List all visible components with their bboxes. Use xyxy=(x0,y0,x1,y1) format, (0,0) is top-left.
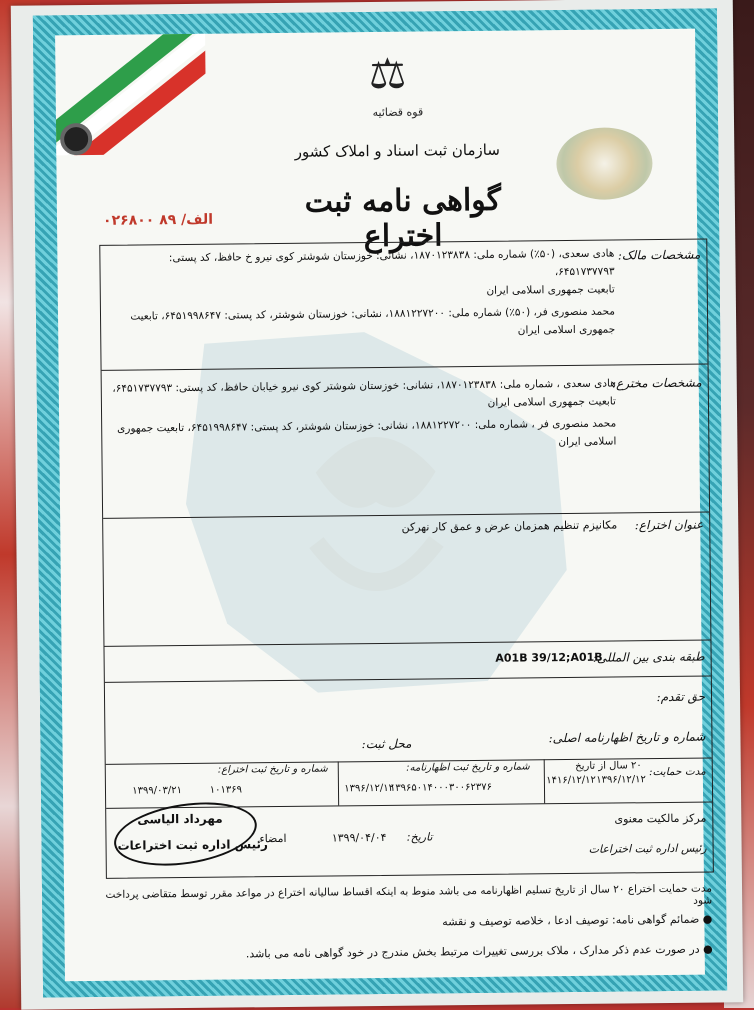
invention-title-row xyxy=(103,512,710,647)
owners-label: مشخصات مالک: xyxy=(617,247,701,263)
owners-details xyxy=(106,245,615,344)
owners-row xyxy=(100,240,707,371)
protection-note: مدت حمایت اختراع ۲۰ سال از تاریخ تسلیم اظهارنامه می باشد منوط به اینکه اقساط سالیانه اختراع در مواعد مقرر توسط متقاضی پرداخت شود xyxy=(105,882,713,907)
priority-row xyxy=(105,676,712,765)
declaration-date: ۱۳۹۶/۱۲/۱۲ xyxy=(344,782,395,795)
protection-value: ۲۰ سال از تاریخ xyxy=(575,760,642,772)
inventors-line-3: محمد منصوری فر ، شماره ملی: ۱۸۸۱۲۲۷۲۰۰، نشانی: خوزستان شوشتر، کد پستی: ۶۴۵۱۹۹۸۶۴۷، تابعیت جمهوری xyxy=(117,417,617,435)
documents-text: در صورت عدم ذکر مدارک ، ملاک بررسی تغییرات مرتبط بخش مندرج در خود گواهی نامه می باشد. xyxy=(245,942,700,961)
judiciary-title: قوه قضائیه xyxy=(372,105,424,120)
registration-place-label: محل ثبت: xyxy=(361,736,412,752)
signature-date-label: تاریخ: xyxy=(406,830,433,844)
classification-label: طبقه بندی بین المللی: xyxy=(592,649,705,665)
registration-number: ۱۰۱۳۶۹ xyxy=(209,784,243,796)
attachments-text: ضمائم گواهی نامه: توصیف ادعا ، خلاصه توصیف و نقشه xyxy=(442,912,700,929)
serial-number: الف/ ۸۹ ۰۲۶۸۰۰ xyxy=(102,211,214,229)
declaration-number: ۱۳۹۶۵۰۱۴۰۰۰۳۰۰۶۲۳۷۶ xyxy=(389,781,493,794)
priority-label: حق تقدم: xyxy=(656,689,706,705)
owners-line-3: محمد منصوری فر، (۵۰٪) شماره ملی: ۱۸۸۱۲۲۷۲۰۰، نشانی: خوزستان شوشتر، کد پستی: ۶۴۵۱۹۹۸۶۴۷، تابعیت xyxy=(130,305,616,323)
inventors-details xyxy=(108,374,617,455)
stamp-role: رئیس اداره ثبت اختراعات xyxy=(117,837,268,853)
certificate-paper xyxy=(11,0,743,1010)
protection-date: ۱۳۹۶/۱۲/۱۲ xyxy=(596,774,646,786)
registration-label: شماره و تاریخ ثبت اختراع: xyxy=(217,763,328,776)
owners-line-4: جمهوری اسلامی ایران xyxy=(517,323,616,337)
original-filing-label: شماره و تاریخ اظهارنامه اصلی: xyxy=(548,729,706,746)
attachments-note: ● ضمائم گواهی نامه: توصیف ادعا ، خلاصه توصیف و نقشه xyxy=(442,912,713,929)
signature-date: ۱۳۹۹/۰۴/۰۴ xyxy=(331,830,387,845)
stamp-name: مهرداد الیاسی xyxy=(137,811,223,827)
inventors-line-1: هادی سعدی ، شماره ملی: ۱۸۷۰۱۲۳۸۳۸، نشانی: خوزستان شوشتر کوی نیرو خیابان حافظ، کد پستی: ۶۴۵۱۷۳۷۷۹۳، xyxy=(112,377,616,395)
inventors-line-2: تابعیت جمهوری اسلامی ایران xyxy=(487,395,617,409)
inventors-line-4: اسلامی ایران xyxy=(558,435,617,449)
dates-row xyxy=(106,758,712,809)
inventors-label: مشخصات مخترع: xyxy=(612,375,702,391)
binding-grommet xyxy=(60,123,92,155)
organization-title: سازمان ثبت اسناد و املاک کشور xyxy=(294,140,500,161)
inventors-row xyxy=(102,364,710,519)
protection-label: مدت حمایت: xyxy=(648,765,706,779)
invention-title-label: عنوان اختراع: xyxy=(634,517,704,533)
signature-office: مرکز مالکیت معنوی xyxy=(614,811,707,826)
justice-scales-icon: ⚖ xyxy=(368,48,407,99)
owners-line-2: تابعیت جمهوری اسلامی ایران xyxy=(486,283,615,297)
signature-role: رئیس اداره ثبت اختراعات xyxy=(588,841,707,856)
signatory-label: امضاء xyxy=(259,831,287,846)
certificate-table xyxy=(99,239,714,879)
registration-date: ۱۳۹۹/۰۳/۲۱ xyxy=(132,785,183,797)
documents-note: ● در صورت عدم ذکر مدارک ، ملاک بررسی تغییرات مرتبط بخش مندرج در خود گواهی نامه می باشد. xyxy=(245,942,713,961)
protection-end-date: ۱۴۱۶/۱۲/۱۲ xyxy=(546,774,596,787)
invention-title-value: مکانیزم تنظیم همزمان عرض و عمق کار نهرکن xyxy=(401,518,618,534)
classification-value: A01B 39/12;A01B xyxy=(495,650,603,665)
owners-line-1: هادی سعدی، (۵۰٪) شماره ملی: ۱۸۷۰۱۲۳۸۳۸، نشانی: خوزستان شوشتر کوی نیرو خ حافظ، کد پستی: ۶۴۵۱۷۳۷۷۹۳، xyxy=(168,247,615,279)
declaration-label: شماره و تاریخ ثبت اظهارنامه: xyxy=(406,761,530,774)
certificate-title: گواهی نامه ثبت اختراع xyxy=(304,182,502,255)
